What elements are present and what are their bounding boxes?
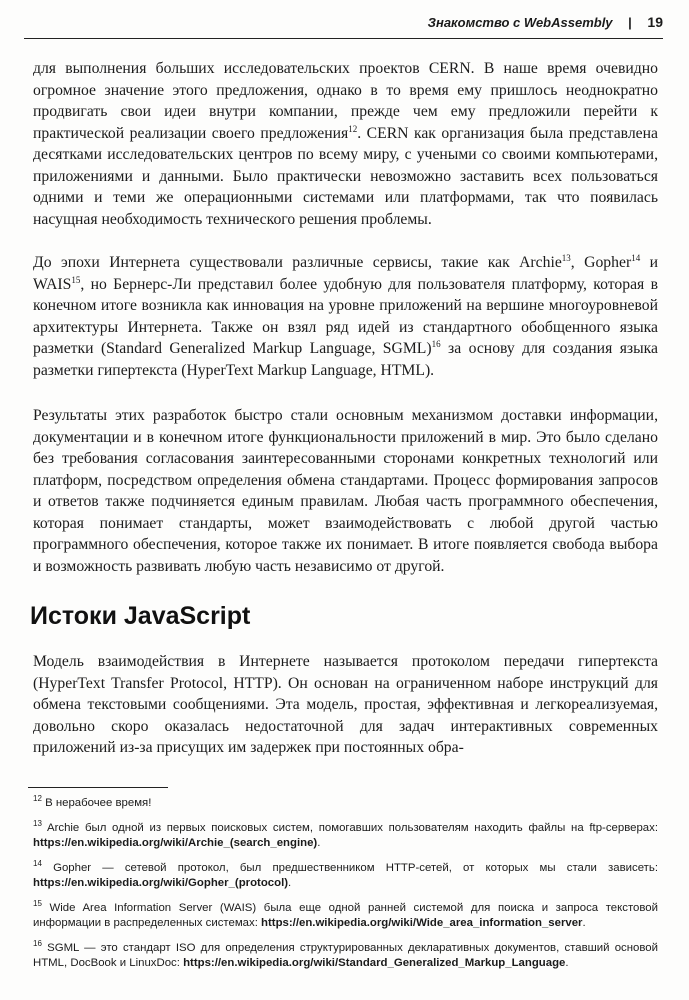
footnote-ref-15[interactable]: 15 xyxy=(71,274,81,285)
footnote-number: 12 xyxy=(33,794,42,804)
footnote-text: В нерабочее время! xyxy=(41,797,152,809)
footnote-link[interactable]: https://en.wikipedia.org/wiki/Archie_(search_engine) xyxy=(33,837,318,849)
footnote-13 xyxy=(33,818,658,852)
footnote-15 xyxy=(33,898,658,932)
footnote-tail: . xyxy=(288,877,292,889)
footnote-ref-12[interactable]: 12 xyxy=(348,123,358,134)
header-separator: | xyxy=(628,15,632,30)
running-header-title: Знакомство с WebAssembly xyxy=(427,15,613,30)
paragraph-1-text-a: для выполнения больших исследовательских проектов CERN. В наше время очевидно огромное значение этого предложения, однако в то время ему пришлось неоднократно продвигать свои идеи внутри компании, прежде чем ему предложили перейти к практической реализации своего предложения xyxy=(33,60,658,142)
footnote-ref-16[interactable]: 16 xyxy=(431,338,441,349)
footnote-number: 13 xyxy=(33,818,42,828)
paragraph-1 xyxy=(33,58,658,237)
footnote-14 xyxy=(33,858,658,892)
footnote-text: Gopher — сетевой протокол, был предшественником HTTP-сетей, от которых мы стали зависеть: xyxy=(41,861,658,874)
footnote-number: 16 xyxy=(33,938,42,948)
footnote-12 xyxy=(33,796,658,812)
paragraph-3-text: Результаты этих разработок быстро стали основным механизмом доставки информации, документации и в конечном итоге функциональности приложений в мир. Это было сделано без требования согласования заинтересованными сторонами конкретных технологий или платформ, посредством определения обмена стандартами. Процесс формирования запросов и ответов также подчиняется единым правилам. Любая часть программного обеспечения, которая понимает стандарты, может взаимодействовать с любой другой частью программного обеспечения, которое также их понимает. В итоге появляется свобода выбора и возможность развивать любую часть независимо от другой. xyxy=(33,407,658,575)
paragraph-3 xyxy=(33,405,658,584)
footnote-link[interactable]: https://en.wikipedia.org/wiki/Standard_Generalized_Markup_Language xyxy=(183,957,566,969)
paragraph-4-text: Модель взаимодействия в Интернете называется протоколом передачи гипертекста (HyperText Transfer Protocol, HTTP). Он основан на ограниченном наборе инструкций для обмена текстовыми сообщениями. Эта модель, простая, эффективная и легкореализуемая, довольно скоро оказалась недостаточной для задач интерактивных современных приложений из-за присущих им задержек при постоянных обра- xyxy=(33,653,658,756)
footnote-text: Archie был одной из первых поисковых систем, помогавших пользователям находить файлы на ftp-серверах: xyxy=(41,821,658,834)
paragraph-2 xyxy=(33,252,658,388)
footnote-link[interactable]: https://en.wikipedia.org/wiki/Wide_area_information_server xyxy=(261,917,583,929)
footnote-ref-13[interactable]: 13 xyxy=(561,252,571,263)
paragraph-2-text-b: , Gopher xyxy=(570,254,632,271)
footnote-tail: . xyxy=(565,957,569,969)
paragraph-2-text-e: за основу для создания языка разметки гипертекста (HyperText Markup Language, HTML). xyxy=(33,340,658,379)
footnotes xyxy=(33,796,658,981)
paragraph-1-text-b: . CERN как организация была представлена десятками исследовательских центров по всему миру, с учеными со своими компьютерами, приложениями и данными. Было практически невозможно заставить всех пользоваться одними и теми же операционными системами или платформами, так что появилась насущная необходимость технического решения проблемы. xyxy=(33,124,659,228)
footnote-divider xyxy=(28,787,168,788)
page-number: 19 xyxy=(647,14,663,30)
footnote-text: Wide Area Information Server (WAIS) была еще одной ранней системой для поиска и запроса текстовой информации в распределенных системах: xyxy=(33,901,658,929)
running-header xyxy=(24,14,663,39)
footnote-tail: . xyxy=(582,917,586,929)
footnote-link[interactable]: https://en.wikipedia.org/wiki/Gopher_(protocol) xyxy=(33,877,289,889)
footnote-ref-14[interactable]: 14 xyxy=(631,252,641,263)
paragraph-2-text-a: До эпохи Интернета существовали различные сервисы, такие как Archie xyxy=(33,254,562,271)
footnote-tail: . xyxy=(317,837,321,849)
footnote-16 xyxy=(33,938,658,972)
footnote-number: 15 xyxy=(33,898,42,908)
paragraph-2-text-c: и WAIS xyxy=(33,254,658,293)
section-heading: Истоки JavaScript xyxy=(30,602,251,630)
footnote-text: SGML — это стандарт ISO для определения структурированных декларативных документов, ставший основой HTML, DocBook и LinuxDoc: xyxy=(33,941,658,969)
paragraph-4 xyxy=(33,651,658,766)
footnote-number: 14 xyxy=(33,858,42,868)
paragraph-2-text-d: , но Бернерс-Ли представил более удобную для пользователя платформу, которая в конечном итоге возникла как инновация на уровне приложений на вершине многоуровневой архитектуры Интернета. Также он взял ряд идей из стандартного обобщенного языка разметки (Standard Generalized Markup Language, SGML) xyxy=(33,275,658,357)
